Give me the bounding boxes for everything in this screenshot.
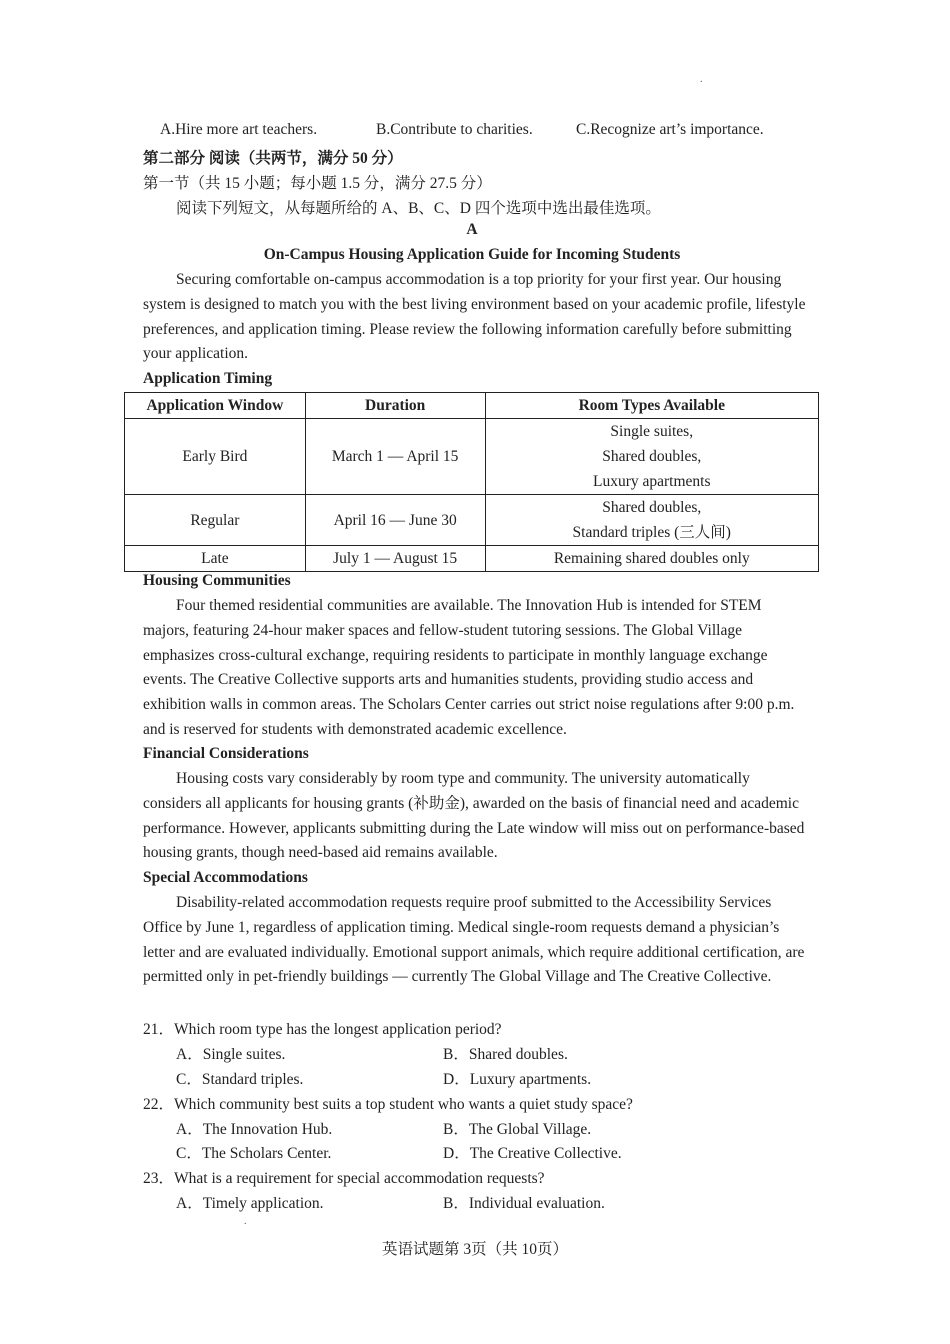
prev-option-b: B.Contribute to charities.	[376, 121, 533, 138]
special-paragraph: Disability-related accommodation requests require proof submitted to the Accessibility Services Office by June 1, regardless of application timing. Medical single-room requests demand a physician’s letter and are evaluated individually. Emotional support animals, which require additional certification, are permitted only in pet-friendly buildings — currently The Global Village and The Creative Collective.	[143, 894, 805, 986]
q21-option-d: D．Luxury apartments.	[443, 1071, 592, 1088]
previous-question-options	[160, 121, 860, 141]
scan-dot: .	[244, 1216, 247, 1227]
q22-option-a: A．The Innovation Hub.	[176, 1121, 333, 1138]
room-types-cell: Shared doubles, Standard triples (三人间)	[485, 495, 818, 546]
q22-option-c: C．The Scholars Center.	[176, 1145, 332, 1162]
question-21: 21．Which room type has the longest application period?	[143, 1021, 502, 1038]
passage-letter: A	[466, 221, 478, 238]
table-row	[125, 419, 819, 495]
financial-heading: Financial Considerations	[143, 745, 309, 762]
duration-cell: April 16 — June 30	[305, 495, 485, 546]
scan-dot: .	[700, 74, 703, 85]
financial-paragraph: Housing costs vary considerably by room type and community. The university automatically considers all applicants for housing grants (补助金), awarded on the basis of financial need and academic performance. However, applicants submitting during the Late window will miss out on performance-based housing grants, though need-based aid remains available.	[143, 770, 805, 862]
table-header-row	[125, 393, 819, 419]
prev-option-a: A.Hire more art teachers.	[160, 121, 318, 138]
window-cell: Regular	[125, 495, 306, 546]
intro-paragraph: Securing comfortable on-campus accommodation is a top priority for your first year. Our housing system is designed to match you with the best living environment based on your academic profile, lifestyle preferences, and application timing. Please review the following information carefully before submitting your application.	[143, 271, 806, 363]
table-row	[125, 546, 819, 572]
duration-cell: March 1 — April 15	[305, 419, 485, 495]
special-heading: Special Accommodations	[143, 869, 308, 886]
header-room-types: Room Types Available	[485, 393, 818, 419]
room-types-cell: Single suites, Shared doubles, Luxury apartments	[485, 419, 818, 495]
part-heading: 第二部分 阅读（共两节，满分 50 分）	[143, 150, 403, 167]
header-duration: Duration	[305, 393, 485, 419]
q23-option-a: A．Timely application.	[176, 1195, 324, 1212]
page-footer: 英语试题第 3页（共 10页）	[381, 1241, 568, 1258]
prev-option-c: C.Recognize art’s importance.	[576, 121, 764, 138]
communities-paragraph: Four themed residential communities are available. The Innovation Hub is intended for STEM majors, featuring 24-hour maker spaces and fellow-student tutoring sessions. The Global Village emphasizes cross-cultural exchange, requiring residents to participate in monthly language exchange events. The Creative Collective supports arts and humanities students, providing studio access and exhibition walls in common areas. The Scholars Center carries out strict noise regulations after 9:00 p.m. and is reserved for students with demonstrated academic excellence.	[143, 597, 795, 738]
table-row	[125, 495, 819, 546]
q22-option-d: D．The Creative Collective.	[443, 1145, 622, 1162]
application-timing-table	[124, 392, 819, 572]
q21-option-b: B．Shared doubles.	[443, 1046, 568, 1063]
communities-heading: Housing Communities	[143, 572, 291, 589]
room-types-cell: Remaining shared doubles only	[485, 546, 818, 572]
window-cell: Early Bird	[125, 419, 306, 495]
instructions: 阅读下列短文，从每题所给的 A、B、C、D 四个选项中选出最佳选项。	[176, 200, 661, 217]
q23-option-b: B．Individual evaluation.	[443, 1195, 605, 1212]
question-23: 23．What is a requirement for special accommodation requests?	[143, 1170, 545, 1187]
timing-heading: Application Timing	[143, 370, 273, 387]
passage-title: On-Campus Housing Application Guide for Incoming Students	[263, 246, 681, 263]
q21-option-c: C．Standard triples.	[176, 1071, 304, 1088]
header-window: Application Window	[125, 393, 306, 419]
q21-option-a: A．Single suites.	[176, 1046, 286, 1063]
q22-option-b: B．The Global Village.	[443, 1121, 592, 1138]
question-22: 22．Which community best suits a top student who wants a quiet study space?	[143, 1096, 633, 1113]
window-cell: Late	[125, 546, 306, 572]
section-heading: 第一节（共 15 小题；每小题 1.5 分，满分 27.5 分）	[143, 175, 492, 192]
duration-cell: July 1 — August 15	[305, 546, 485, 572]
